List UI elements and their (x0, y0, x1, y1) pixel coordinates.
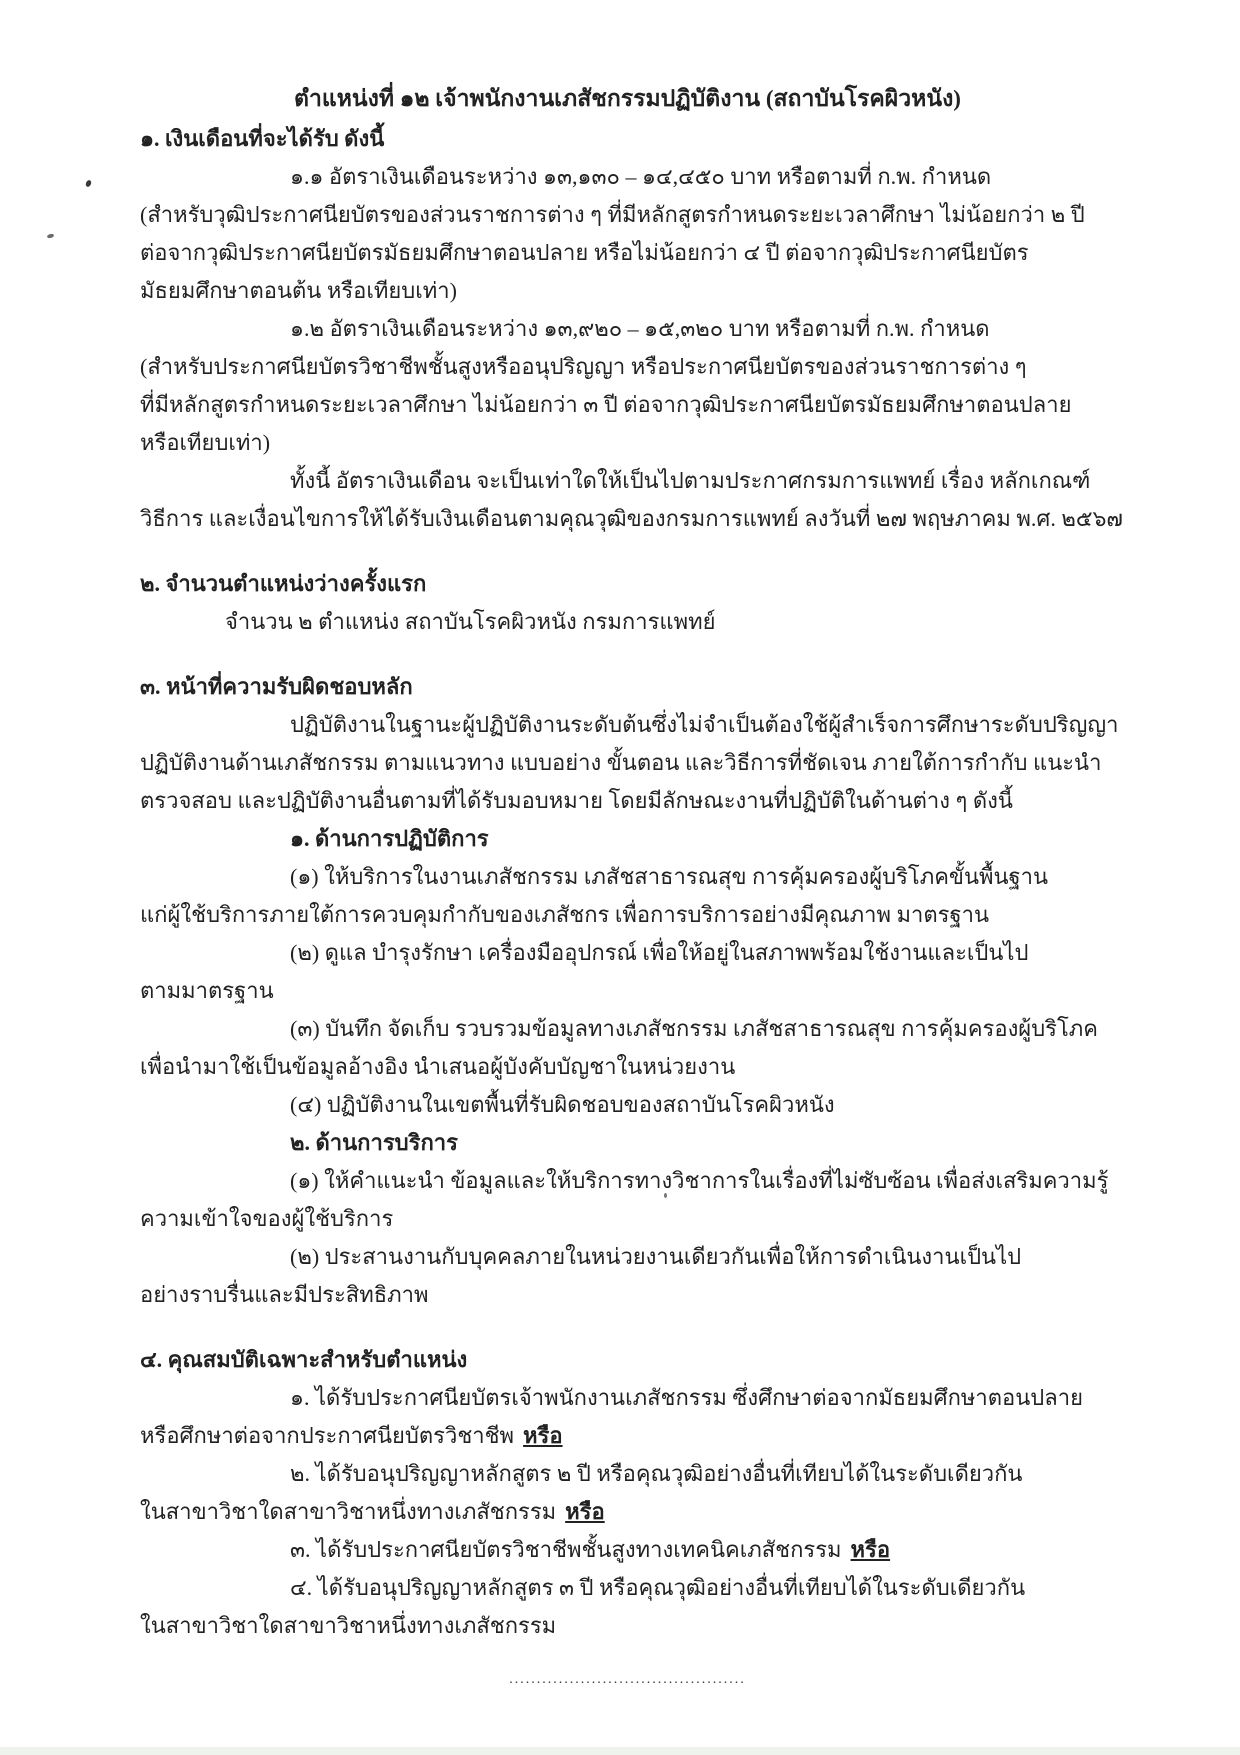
text-line (140, 1238, 1115, 1276)
text-line (140, 424, 1115, 462)
line-text: เพื่อนำมาใช้เป็นข้อมูลอ้างอิง นำเสนอผู้บังคับบัญชาในหน่วยงาน (140, 1054, 736, 1079)
line-text: ๔. คุณสมบัติเฉพาะสำหรับตำแหน่ง (140, 1347, 468, 1372)
section-heading (140, 565, 1115, 603)
text-line (140, 348, 1115, 386)
text-line (140, 1379, 1115, 1417)
text-line (140, 386, 1115, 424)
line-text: อย่างราบรื่นและมีประสิทธิภาพ (140, 1282, 429, 1307)
line-text: ในสาขาวิชาใดสาขาวิชาหนึ่งทางเภสัชกรรม (140, 1613, 557, 1638)
sub-heading (140, 1124, 1115, 1162)
section-heading (140, 120, 1115, 158)
text-line (140, 1162, 1115, 1200)
scan-edge-artifact (0, 1747, 1240, 1755)
underlined-or-label: หรือ (850, 1537, 891, 1562)
line-text: ต่อจากวุฒิประกาศนียบัตรมัธยมศึกษาตอนปลาย หรือไม่น้อยกว่า ๔ ปี ต่อจากวุฒิประกาศนียบัตร (140, 240, 1029, 265)
text-line (140, 972, 1115, 1010)
text-line (140, 1493, 1115, 1531)
line-text: (๑) ให้คำแนะนำ ข้อมูลและให้บริการทางวิชาการในเรื่องที่ไม่ซับซ้อน เพื่อส่งเสริมความรู้ (290, 1168, 1109, 1193)
text-line (140, 158, 1115, 196)
line-text: ๑. ได้รับประกาศนียบัตรเจ้าพนักงานเภสัชกรรม ซึ่งศึกษาต่อจากมัธยมศึกษาตอนปลาย (290, 1385, 1083, 1410)
line-text: ความเข้าใจของผู้ใช้บริการ (140, 1206, 394, 1231)
text-line (140, 1417, 1115, 1455)
text-line (140, 603, 1115, 641)
line-text: ในสาขาวิชาใดสาขาวิชาหนึ่งทางเภสัชกรรม (140, 1499, 557, 1524)
underlined-or-label: หรือ (565, 1499, 605, 1524)
line-text: มัธยมศึกษาตอนต้น หรือเทียบเท่า) (140, 278, 457, 303)
text-line (140, 1607, 1115, 1645)
line-text: ๒. จำนวนตำแหน่งว่างครั้งแรก (140, 571, 427, 596)
text-line (140, 272, 1115, 310)
line-text: ๑. เงินเดือนที่จะได้รับ ดังนี้ (140, 126, 385, 151)
line-text: (๒) ประสานงานกับบุคคลภายในหน่วยงานเดียวกันเพื่อให้การดำเนินงานเป็นไป (290, 1244, 1022, 1269)
line-text: หรือศึกษาต่อจากประกาศนียบัตรวิชาชีพ (140, 1423, 515, 1448)
line-text: (สำหรับประกาศนียบัตรวิชาชีพชั้นสูงหรืออนุปริญญา หรือประกาศนียบัตรของส่วนราชการต่าง ๆ (140, 354, 1027, 379)
line-text: ๑.๑ อัตราเงินเดือนระหว่าง ๑๓,๑๓๐ – ๑๔,๔๕๐ บาท หรือตามที่ ก.พ. กำหนด (290, 164, 992, 189)
text-line (140, 500, 1123, 538)
line-text: ทั้งนี้ อัตราเงินเดือน จะเป็นเท่าใดให้เป็นไปตามประกาศกรมการแพทย์ เรื่อง หลักเกณฑ์ (290, 468, 1091, 493)
line-text: หรือเทียบเท่า) (140, 430, 271, 455)
line-text: (๒) ดูแล บำรุงรักษา เครื่องมืออุปกรณ์ เพื่อให้อยู่ในสภาพพร้อมใช้งานและเป็นไป (290, 940, 1029, 965)
line-text: (๔) ปฏิบัติงานในเขตพื้นที่รับผิดชอบของสถาบันโรคผิวหนัง (290, 1092, 835, 1117)
line-text: ปฏิบัติงานด้านเภสัชกรรม ตามแนวทาง แบบอย่าง ขั้นตอน และวิธีการที่ชัดเจน ภายใต้การกำกับ แนะนำ (140, 750, 1102, 775)
scan-speck (47, 233, 55, 239)
text-line (140, 462, 1115, 500)
section-heading (140, 1341, 1115, 1379)
underlined-or-label: หรือ (523, 1423, 563, 1448)
line-text: (สำหรับวุฒิประกาศนียบัตรของส่วนราชการต่าง ๆ ที่มีหลักสูตรกำหนดระยะเวลาศึกษา ไม่น้อยกว่า ๒ ปี (140, 202, 1085, 227)
text-line (140, 782, 1115, 820)
line-text: ๑. ด้านการปฏิบัติการ (290, 826, 489, 851)
line-text: ๒. ได้รับอนุปริญญาหลักสูตร ๒ ปี หรือคุณวุฒิอย่างอื่นที่เทียบได้ในระดับเดียวกัน (290, 1461, 1023, 1486)
line-text: ๔. ได้รับอนุปริญญาหลักสูตร ๓ ปี หรือคุณวุฒิอย่างอื่นที่เทียบได้ในระดับเดียวกัน (290, 1575, 1026, 1600)
text-line (140, 234, 1115, 272)
scan-speck (664, 1193, 667, 1198)
line-text: ๓. หน้าที่ความรับผิดชอบหลัก (140, 674, 413, 699)
line-text: ตรวจสอบ และปฏิบัติงานอื่นตามที่ได้รับมอบหมาย โดยมีลักษณะงานที่ปฏิบัติในด้านต่าง ๆ ดังนี้ (140, 788, 1013, 813)
line-text: แก่ผู้ใช้บริการภายใต้การควบคุมกำกับของเภสัชกร เพื่อการบริการอย่างมีคุณภาพ มาตรฐาน (140, 902, 989, 927)
line-text: วิธีการ และเงื่อนไขการให้ได้รับเงินเดือนตามคุณวุฒิของกรมการแพทย์ ลงวันที่ ๒๗ พฤษภาคม พ.ศ. ๒๕๖๗ (140, 506, 1123, 531)
doc-title (140, 78, 1115, 120)
text-line (140, 1086, 1115, 1124)
text-line (140, 744, 1115, 782)
text-line (140, 1276, 1115, 1314)
text-line (140, 196, 1115, 234)
text-line (140, 1048, 1115, 1086)
line-text: (๑) ให้บริการในงานเภสัชกรรม เภสัชสาธารณสุข การคุ้มครองผู้บริโภคขั้นพื้นฐาน (290, 864, 1049, 889)
line-text: ๒. ด้านการบริการ (290, 1130, 458, 1155)
text-line (140, 934, 1115, 972)
line-text: ๑.๒ อัตราเงินเดือนระหว่าง ๑๓,๙๒๐ – ๑๕,๓๒๐ บาท หรือตามที่ ก.พ. กำหนด (290, 316, 990, 341)
scan-speck (85, 179, 92, 187)
text-line (140, 1200, 1115, 1238)
text-line (140, 1455, 1115, 1493)
text-line (140, 858, 1115, 896)
line-text: (๓) บันทึก จัดเก็บ รวบรวมข้อมูลทางเภสัชกรรม เภสัชสาธารณสุข การคุ้มครองผู้บริโภค (290, 1016, 1099, 1041)
line-text: ๓. ได้รับประกาศนียบัตรวิชาชีพชั้นสูงทางเทคนิคเภสัชกรรม (290, 1537, 842, 1562)
text-line (140, 1569, 1115, 1607)
line-text: ที่มีหลักสูตรกำหนดระยะเวลาศึกษา ไม่น้อยกว่า ๓ ปี ต่อจากวุฒิประกาศนียบัตรมัธยมศึกษาตอนปลาย (140, 392, 1072, 417)
sub-heading (140, 820, 1115, 858)
line-text: ตำแหน่งที่ ๑๒ เจ้าพนักงานเภสัชกรรมปฏิบัติงาน (สถาบันโรคผิวหนัง) (294, 86, 961, 111)
line-text: จำนวน ๒ ตำแหน่ง สถาบันโรคผิวหนัง กรมการแพทย์ (225, 609, 716, 634)
text-line (140, 706, 1119, 744)
section-heading (140, 668, 1115, 706)
dotted-separator: ........................................... (509, 1672, 746, 1687)
text-line (140, 1531, 1115, 1569)
document-body (140, 78, 1123, 1699)
text-line (140, 1010, 1115, 1048)
text-line (140, 310, 1115, 348)
text-line (140, 896, 1115, 934)
line-text: ตามมาตรฐาน (140, 978, 274, 1003)
line-text: ปฏิบัติงานในฐานะผู้ปฏิบัติงานระดับต้นซึ่งไม่จำเป็นต้องใช้ผู้สำเร็จการศึกษาระดับปริญญา (290, 712, 1119, 737)
